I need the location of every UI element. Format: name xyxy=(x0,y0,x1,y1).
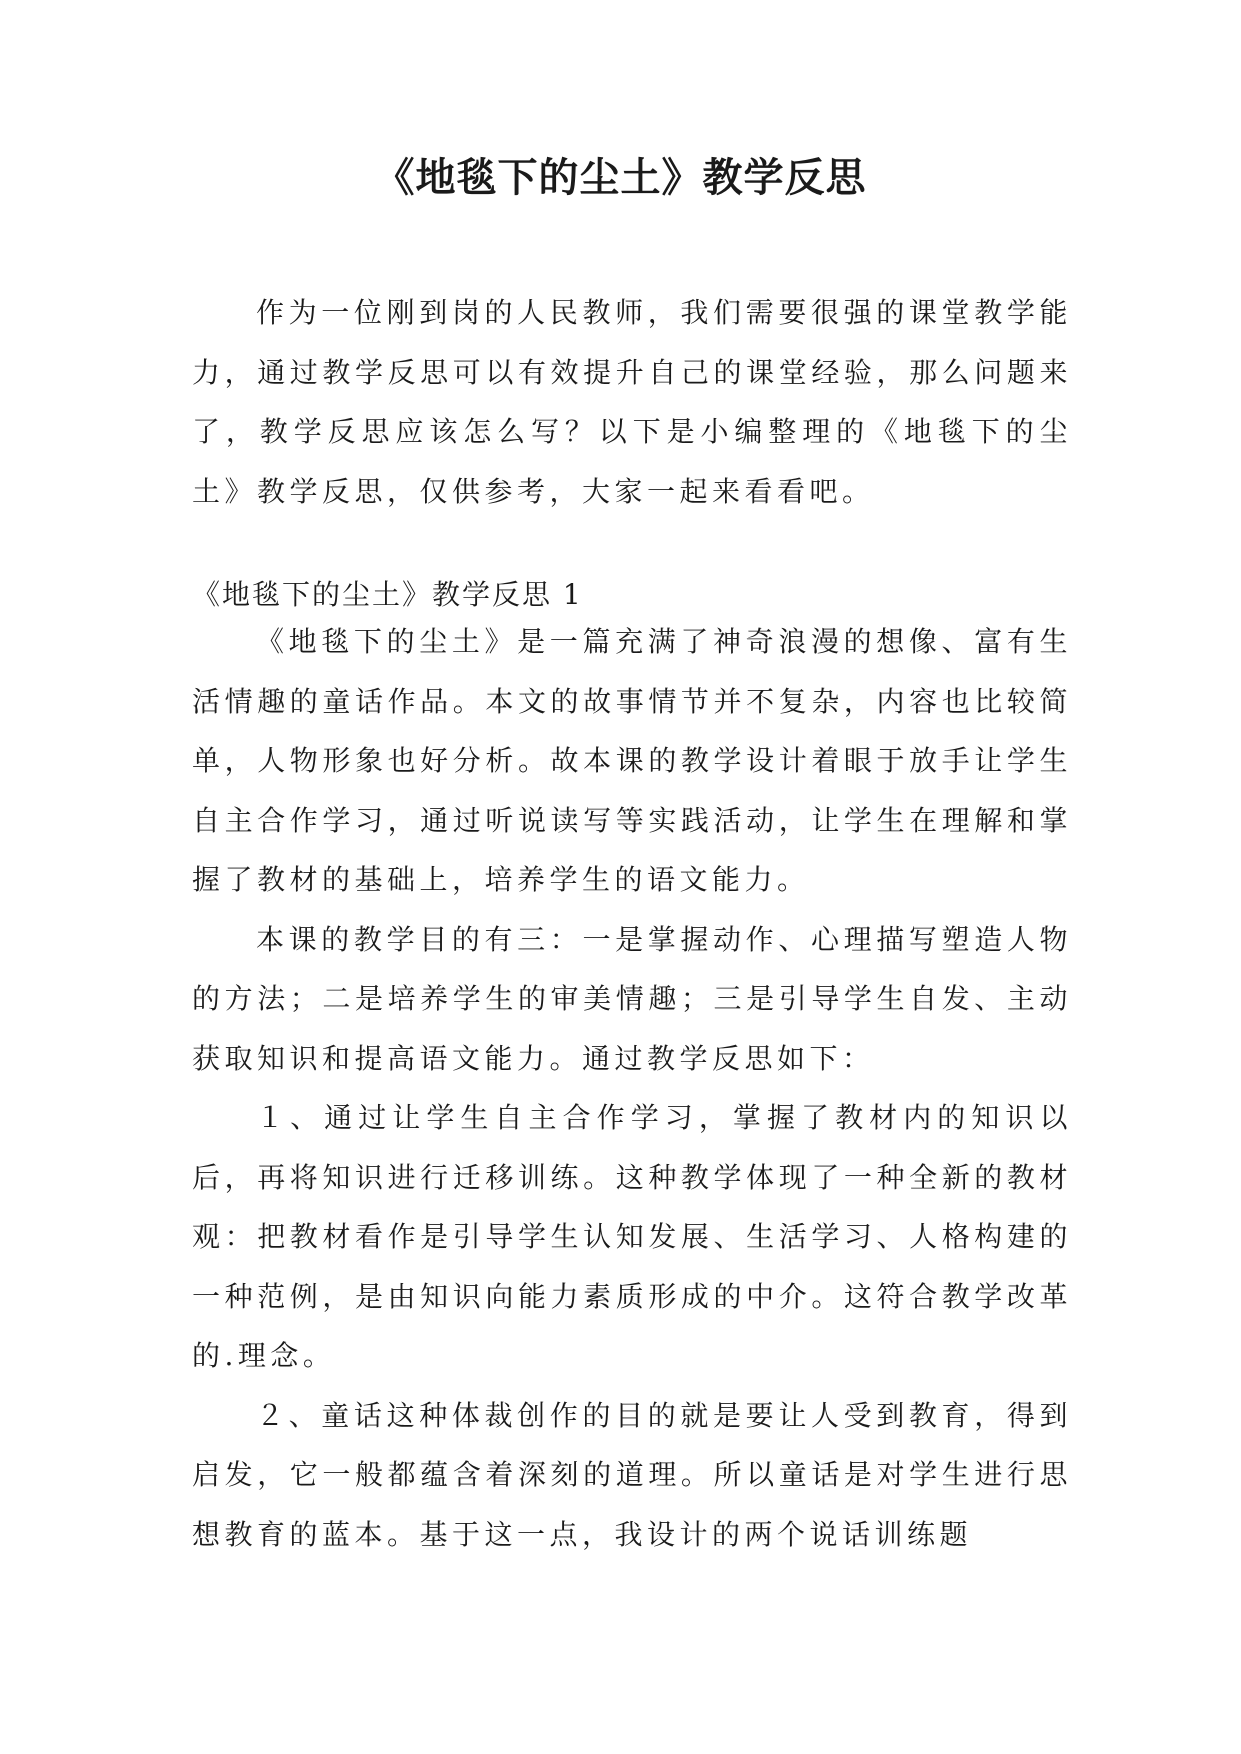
body-paragraph: 本课的教学目的有三：一是掌握动作、心理描写塑造人物的方法；二是培养学生的审美情趣；三是引导学生自发、主动获取知识和提高语文能力。通过教学反思如下： xyxy=(192,922,1072,1075)
section-heading: 《地毯下的尘土》教学反思 1 xyxy=(192,578,583,611)
section-body xyxy=(192,612,1072,1564)
body-paragraph: １、通过让学生自主合作学习，掌握了教材内的知识以后，再将知识进行迁移训练。这种教学体现了一种全新的教材观：把教材看作是引导学生认知发展、生活学习、人格构建的一种范例，是由知识向能力素质形成的中介。这符合教学改革的.理念。 xyxy=(192,1101,1072,1372)
intro-paragraph: 作为一位刚到岗的人民教师，我们需要很强的课堂教学能力，通过教学反思可以有效提升自己的课堂经验，那么问题来了，教学反思应该怎么写？以下是小编整理的《地毯下的尘土》教学反思，仅供参考，大家一起来看看吧。 xyxy=(192,296,1072,508)
document-title: 《地毯下的尘土》教学反思 xyxy=(374,155,867,201)
body-paragraph: 《地毯下的尘土》是一篇充满了神奇浪漫的想像、富有生活情趣的童话作品。本文的故事情节并不复杂，内容也比较简单，人物形象也好分析。故本课的教学设计着眼于放手让学生自主合作学习，通过听说读写等实践活动，让学生在理解和掌握了教材的基础上，培养学生的语文能力。 xyxy=(192,625,1072,896)
body-paragraph: ２、童话这种体裁创作的目的就是要让人受到教育，得到启发，它一般都蕴含着深刻的道理。所以童话是对学生进行思想教育的蓝本。基于这一点，我设计的两个说话训练题 xyxy=(192,1398,1072,1551)
intro-block xyxy=(192,283,1072,521)
